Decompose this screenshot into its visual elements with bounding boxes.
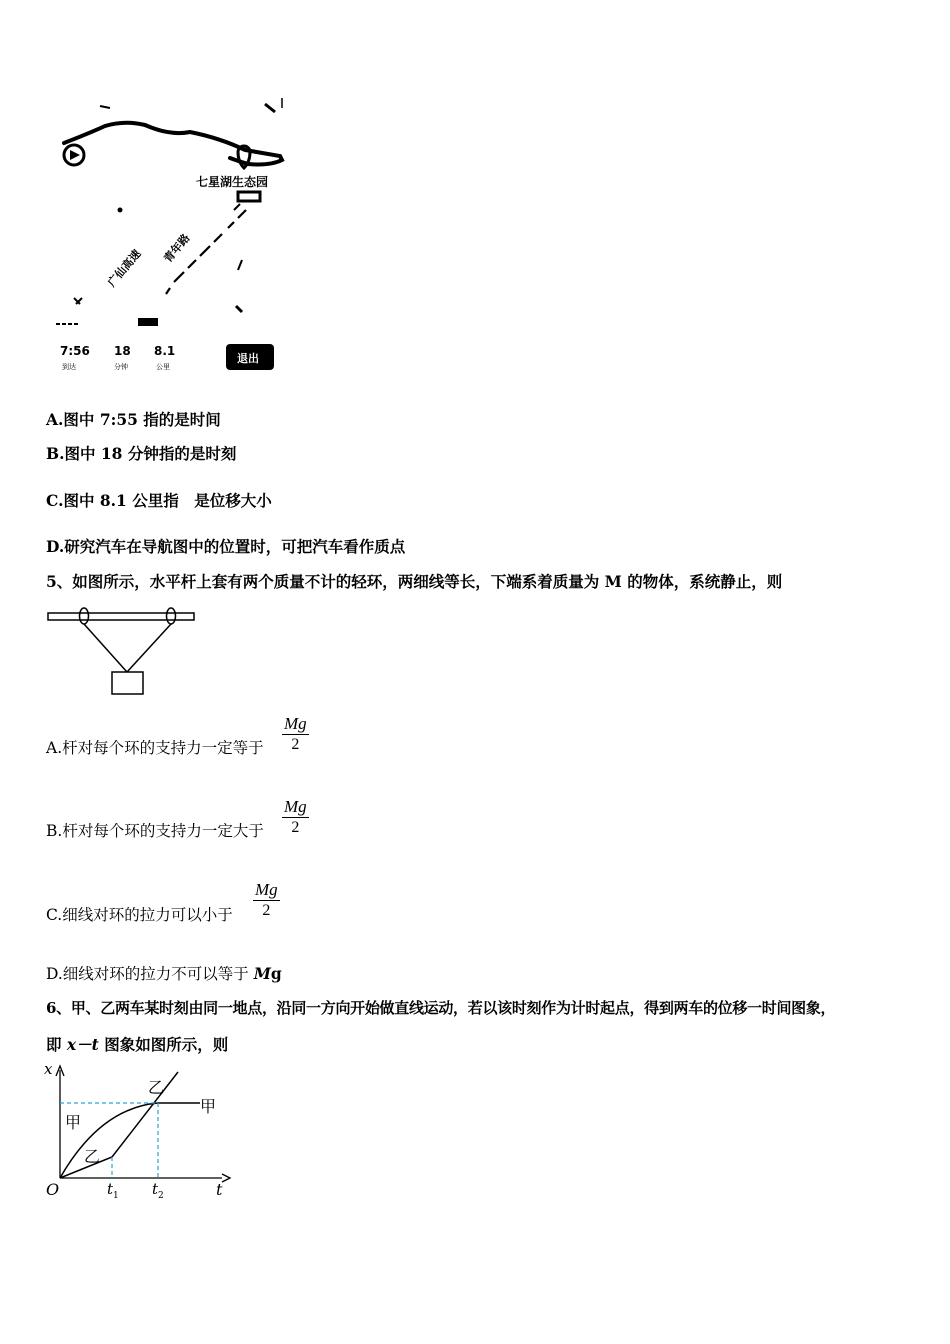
tick-t2 [152, 1180, 164, 1201]
x-axis-label: t [216, 1180, 223, 1199]
q5-option-d-g: g [270, 964, 282, 983]
tick-t2-main: t [152, 1180, 159, 1198]
q6-stem-line2 [46, 1035, 228, 1055]
navigation-map-figure [50, 98, 290, 378]
exit-button-label: 退出 [237, 352, 259, 365]
label-yi-upper: 乙 [148, 1078, 165, 1097]
q6-xt-graph [40, 1060, 240, 1205]
tick-t1-main: t [107, 1180, 114, 1198]
q5-option-d-text: D.细线对环的拉力不可以等于 [46, 965, 254, 983]
tick-t2-sub: 2 [158, 1191, 164, 1201]
q6-stem-suffix: 图象如图所示，则 [98, 1035, 229, 1054]
tick-t1 [107, 1180, 119, 1201]
route-map-drawing [50, 98, 290, 378]
fraction-denominator: 2 [262, 902, 271, 919]
tick-t1-sub: 1 [113, 1191, 119, 1201]
fraction-denominator: 2 [291, 736, 300, 753]
q4-option-d: D.研究汽车在导航图中的位置时，可把汽车看作质点 [46, 537, 406, 556]
fraction-numerator: Mg [284, 714, 307, 733]
q5-option-d [46, 964, 282, 984]
arrival-time-value: 7:56 [60, 344, 90, 358]
q4-option-b: B.图中 18 分钟指的是时刻 [46, 444, 237, 463]
arrival-time-unit: 到达 [62, 363, 76, 371]
q5-option-d-mass: M [253, 964, 271, 983]
duration-value: 18 [114, 344, 131, 358]
q5-rings-diagram [46, 604, 198, 699]
q5-option-a: A.杆对每个环的支持力一定等于 [46, 739, 264, 757]
duration-unit: 分钟 [114, 363, 128, 371]
q5-stem: 5、如图所示，水平杆上套有两个质量不计的轻环，两细线等长，下端系着质量为 M 的物体，系统静止，则 [46, 572, 783, 591]
fraction-numerator: Mg [255, 880, 278, 899]
q6-stem-prefix: 即 [46, 1035, 67, 1054]
destination-label: 七星湖生态园 [196, 175, 269, 189]
q5-option-b-fraction [282, 797, 309, 838]
origin-label: O [46, 1180, 60, 1199]
q4-option-a: A.图中 7:55 指的是时间 [46, 410, 221, 429]
y-axis-label: x [44, 1060, 53, 1078]
q5-option-c-fraction [253, 880, 280, 921]
q6-stem-xt: x－t [66, 1035, 99, 1054]
road-label-qingnian: 青年路 [161, 231, 193, 266]
label-jia-curve: 甲 [65, 1113, 82, 1132]
road-label-guangxian: 广仙高速 [105, 247, 144, 290]
q4-option-c: C.图中 8.1 公里指 是位移大小 [46, 491, 272, 510]
distance-value: 8.1 [154, 344, 176, 358]
label-jia-end: 甲 [200, 1097, 217, 1116]
label-yi-lower: 乙 [84, 1147, 101, 1166]
fraction-denominator: 2 [291, 819, 300, 836]
distance-unit: 公里 [156, 363, 170, 371]
fraction-numerator: Mg [284, 797, 307, 816]
q5-option-c: C.细线对环的拉力可以小于 [46, 906, 233, 924]
q5-option-a-fraction [282, 714, 309, 755]
q5-option-b: B.杆对每个环的支持力一定大于 [46, 822, 264, 840]
q6-stem-line1: 6、甲、乙两车某时刻由同一地点，沿同一方向开始做直线运动，若以该时刻作为计时起点，得到两车的位移一时间图象， [46, 999, 836, 1017]
